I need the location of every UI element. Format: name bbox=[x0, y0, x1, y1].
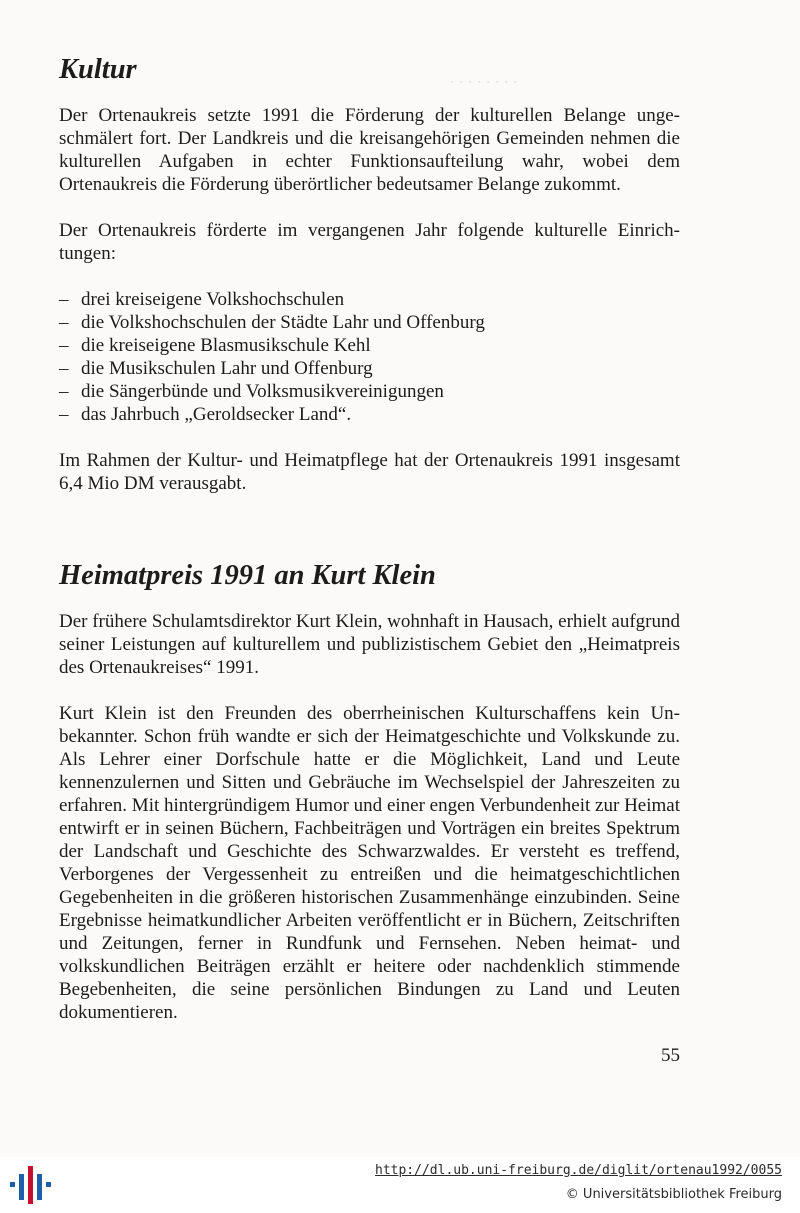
bullet-list-einrichtungen bbox=[59, 288, 680, 426]
list-item-text: drei kreiseigene Volkshochschulen bbox=[81, 289, 345, 310]
dash-marker: – bbox=[59, 312, 69, 333]
section-heading-kultur: Kultur bbox=[59, 54, 137, 85]
document-body bbox=[59, 54, 680, 1024]
list-item bbox=[59, 288, 680, 311]
copyright-notice: © Universitätsbibliothek Freiburg bbox=[565, 1187, 782, 1202]
list-item bbox=[59, 311, 680, 334]
list-item bbox=[59, 403, 680, 426]
list-item-text: die Musikschulen Lahr und Offenburg bbox=[81, 358, 373, 379]
permalink-url[interactable]: http://dl.ub.uni-freiburg.de/diglit/ortenau1992/0055 bbox=[375, 1163, 782, 1178]
paragraph-heimatpreis-intro: Der frühere Schulamtsdirektor Kurt Klein, wohnhaft in Hausach, erhielt aufgrund seiner Leistungen auf kulturellem und publizistischem Gebiet den „Heimatpreis des Ortenaukreises“ 1991. bbox=[59, 611, 680, 678]
section-heading-heimatpreis: Heimatpreis 1991 an Kurt Klein bbox=[59, 560, 436, 591]
dash-marker: – bbox=[59, 404, 69, 425]
dash-marker: – bbox=[59, 289, 69, 310]
list-item-text: die kreiseigene Blasmusikschule Kehl bbox=[81, 335, 371, 356]
list-item bbox=[59, 380, 680, 403]
ub-freiburg-logo-icon bbox=[8, 1164, 52, 1206]
paragraph-kultur-intro: Der Ortenaukreis setzte 1991 die Förderung der kulturellen Belange ungeschmälert fort. Der Landkreis und die kreisangehörigen Gemeinden nehmen die kulturellen Aufgaben in echter Funktionsaufteilung wahr, wobei dem Ortenaukreis die Förderung überörtlicher bedeutsamer Belange zukommt. bbox=[59, 105, 680, 195]
list-item-text: die Sängerbünde und Volksmusikvereinigungen bbox=[81, 381, 444, 402]
list-item-text: das Jahrbuch „Geroldsecker Land“. bbox=[81, 404, 352, 425]
dash-marker: – bbox=[59, 358, 69, 379]
paragraph-kultur-foerderung: Der Ortenaukreis förderte im vergangenen Jahr folgende kulturelle Einrichtungen: bbox=[59, 220, 680, 264]
list-item bbox=[59, 357, 680, 380]
dash-marker: – bbox=[59, 381, 69, 402]
list-item bbox=[59, 334, 680, 357]
list-item-text: die Volkshochschulen der Städte Lahr und Offenburg bbox=[81, 312, 485, 333]
show-through-bleed: . . . . . . . . bbox=[450, 67, 518, 87]
dash-marker: – bbox=[59, 335, 69, 356]
page-number: 55 bbox=[661, 1045, 680, 1066]
paragraph-kurt-klein-biografie: Kurt Klein ist den Freunden des oberrheinischen Kulturschaffens kein Unbekannter. Schon früh wandte er sich der Heimatgeschichte und Volkskunde zu. Als Lehrer einer Dorfschule hatte er die Möglichkeit, Land und Leute kennenzulernen und Sitten und Gebräuche im Wechselspiel der Jahreszeiten zu erfahren. Mit hintergründigem Humor und einer engen Verbundenheit zur Heimat entwirft er in seinen Büchern, Fachbeiträgen und Vorträgen ein breites Spektrum der Landschaft und Geschichte des Schwarzwaldes. Er versteht es treffend, Verborgenes der Vergessenheit zu entreißen und die heimatgeschichtlichen Gegebenheiten in die größeren historischen Zusammenhänge einzubinden. Seine Ergebnisse heimatkundlicher Arbeiten veröffentlicht er in Büchern, Zeitschriften und Zeitungen, ferner in Rundfunk und Fernsehen. Neben heimat- und volkskundlichen Beiträgen erzählt er heitere oder nachdenklich stimmende Begebenheiten, die seine persönlichen Bindungen zu Land und Leuten dokumentieren. bbox=[59, 703, 680, 1023]
viewer-footer bbox=[0, 1157, 800, 1213]
paragraph-kultur-ausgaben: Im Rahmen der Kultur- und Heimatpflege hat der Ortenaukreis 1991 insgesamt 6,4 Mio DM verausgabt. bbox=[59, 450, 680, 494]
